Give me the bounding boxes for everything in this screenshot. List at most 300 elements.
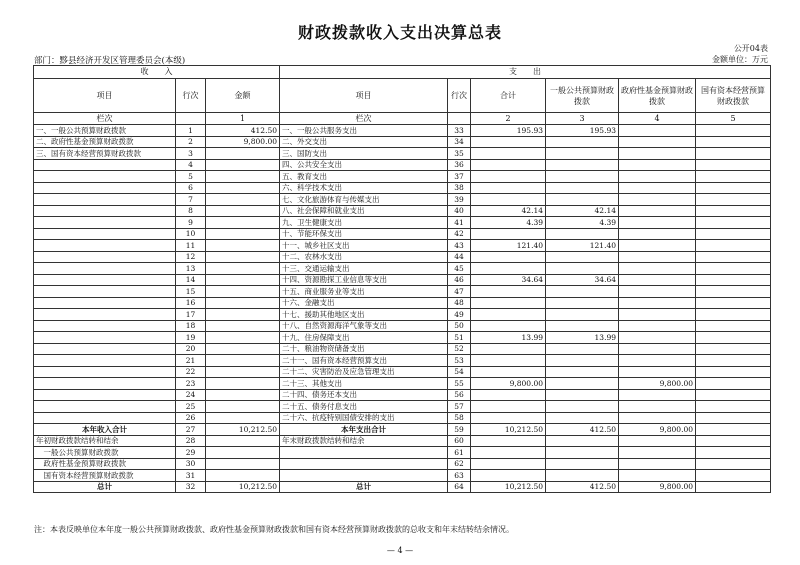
- index-4: 4: [619, 113, 696, 125]
- expense-item-header: 项目: [280, 79, 448, 113]
- expense-row-number: 60: [448, 435, 471, 447]
- income-row-number: 24: [176, 389, 206, 401]
- expense-total: [471, 470, 546, 482]
- general-budget-amount: [546, 378, 619, 390]
- general-budget-amount: [546, 228, 619, 240]
- table-row: [34, 171, 771, 183]
- expense-total: [471, 389, 546, 401]
- general-budget-amount: [546, 194, 619, 206]
- income-row-number: 8: [176, 205, 206, 217]
- expense-total: 195.93: [471, 125, 546, 137]
- general-budget-amount: [546, 263, 619, 275]
- income-row-number: 21: [176, 355, 206, 367]
- expense-row-number: 34: [448, 136, 471, 148]
- expense-total: [471, 343, 546, 355]
- income-row-number: 19: [176, 332, 206, 344]
- general-budget-amount: [546, 458, 619, 470]
- expense-item: [280, 470, 448, 482]
- income-amount: 9,800.00: [206, 136, 280, 148]
- expense-total: [471, 458, 546, 470]
- expense-total: 42.14: [471, 205, 546, 217]
- income-item: [34, 412, 176, 424]
- expense-row-number: 41: [448, 217, 471, 229]
- blank-cell: [176, 113, 206, 125]
- income-amount: [206, 389, 280, 401]
- expense-row-number: 64: [448, 481, 471, 493]
- expense-item: 八、社会保障和就业支出: [280, 205, 448, 217]
- table-row: [34, 401, 771, 413]
- state-capital-amount: [696, 424, 771, 436]
- income-amount: [206, 435, 280, 447]
- income-row-number: 23: [176, 378, 206, 390]
- state-capital-amount: [696, 447, 771, 459]
- expense-item: 十二、农林水支出: [280, 251, 448, 263]
- index-3: 3: [546, 113, 619, 125]
- page-number: — 4 —: [386, 546, 414, 555]
- income-row-number: 29: [176, 447, 206, 459]
- income-row-number: 31: [176, 470, 206, 482]
- general-budget-amount: [546, 309, 619, 321]
- state-capital-amount: [696, 481, 771, 493]
- expense-total: 121.40: [471, 240, 546, 252]
- income-amount: [206, 217, 280, 229]
- carryover-row: [34, 435, 771, 447]
- expense-item: 二十五、债务付息支出: [280, 401, 448, 413]
- gov-fund-amount: [619, 297, 696, 309]
- table-row: [34, 217, 771, 229]
- expense-total: [471, 412, 546, 424]
- general-budget-header: 一般公共预算财政拨款: [546, 79, 619, 113]
- gov-fund-amount: [619, 205, 696, 217]
- expense-total: [471, 136, 546, 148]
- income-amount: [206, 412, 280, 424]
- index-1: 1: [206, 113, 280, 125]
- income-row-number: 32: [176, 481, 206, 493]
- expense-row-number: 59: [448, 424, 471, 436]
- income-row-number: 7: [176, 194, 206, 206]
- state-capital-amount: [696, 435, 771, 447]
- state-capital-amount: [696, 286, 771, 298]
- general-budget-amount: 13.99: [546, 332, 619, 344]
- expense-row-number: 42: [448, 228, 471, 240]
- state-capital-amount: [696, 136, 771, 148]
- state-capital-amount: [696, 148, 771, 160]
- expense-item: 一、一般公共服务支出: [280, 125, 448, 137]
- income-item: [34, 297, 176, 309]
- expense-total: [471, 401, 546, 413]
- gov-fund-amount: [619, 159, 696, 171]
- state-capital-amount: [696, 125, 771, 137]
- income-amount: [206, 366, 280, 378]
- table-row: [34, 240, 771, 252]
- table-row: [34, 412, 771, 424]
- form-number: 公开04表: [733, 44, 768, 53]
- expense-item: 十三、交通运输支出: [280, 263, 448, 275]
- total-header: 合计: [471, 79, 546, 113]
- income-row-number: 1: [176, 125, 206, 137]
- general-budget-amount: 195.93: [546, 125, 619, 137]
- state-capital-amount: [696, 240, 771, 252]
- general-budget-amount: 121.40: [546, 240, 619, 252]
- gov-fund-amount: [619, 343, 696, 355]
- gov-fund-amount: [619, 125, 696, 137]
- index-2: 2: [471, 113, 546, 125]
- expense-item: 十、节能环保支出: [280, 228, 448, 240]
- carryover-row: [34, 458, 771, 470]
- income-amount: [206, 332, 280, 344]
- gov-fund-amount: [619, 274, 696, 286]
- expense-row-number: 44: [448, 251, 471, 263]
- income-row-number: 27: [176, 424, 206, 436]
- income-item: [34, 228, 176, 240]
- income-amount: [206, 343, 280, 355]
- general-budget-amount: 4.39: [546, 217, 619, 229]
- expense-item: 七、文化旅游体育与传媒支出: [280, 194, 448, 206]
- income-row-number: 25: [176, 401, 206, 413]
- table-row: [34, 355, 771, 367]
- income-amount: [206, 251, 280, 263]
- expense-item: 五、教育支出: [280, 171, 448, 183]
- income-item: [34, 263, 176, 275]
- income-section-header: 收 入: [34, 66, 280, 79]
- general-budget-amount: [546, 320, 619, 332]
- expense-item: 二十一、国有资本经营预算支出: [280, 355, 448, 367]
- expense-row-number: 36: [448, 159, 471, 171]
- table-row: [34, 309, 771, 321]
- gov-fund-amount: [619, 355, 696, 367]
- general-budget-amount: [546, 182, 619, 194]
- expense-row-number: 62: [448, 458, 471, 470]
- income-amount-header: 金额: [206, 79, 280, 113]
- state-capital-amount: [696, 378, 771, 390]
- gov-fund-amount: [619, 217, 696, 229]
- income-item: [34, 182, 176, 194]
- state-capital-amount: [696, 217, 771, 229]
- state-capital-amount: [696, 332, 771, 344]
- expense-item: 二十六、抗疫特别国债安排的支出: [280, 412, 448, 424]
- column-header-row: [34, 79, 771, 113]
- table-row: [34, 228, 771, 240]
- year-total-row: [34, 424, 771, 436]
- income-item: 年初财政拨款结转和结余: [34, 435, 176, 447]
- income-item-header: 项目: [34, 79, 176, 113]
- income-item: [34, 401, 176, 413]
- income-item: [34, 171, 176, 183]
- state-capital-amount: [696, 194, 771, 206]
- expense-item: 四、公共安全支出: [280, 159, 448, 171]
- income-item: [34, 320, 176, 332]
- income-row-number: 3: [176, 148, 206, 160]
- gov-fund-amount: [619, 309, 696, 321]
- expense-row-number: 39: [448, 194, 471, 206]
- expense-item: 十九、住房保障支出: [280, 332, 448, 344]
- table-row: [34, 378, 771, 390]
- table-row: [34, 182, 771, 194]
- income-row-number: 26: [176, 412, 206, 424]
- gov-fund-amount: 9,800.00: [619, 378, 696, 390]
- gov-fund-amount: [619, 320, 696, 332]
- income-row-number: 6: [176, 182, 206, 194]
- expense-row-number: 43: [448, 240, 471, 252]
- expense-item: 年末财政拨款结转和结余: [280, 435, 448, 447]
- table-row: [34, 194, 771, 206]
- expense-total: [471, 159, 546, 171]
- gov-fund-amount: [619, 194, 696, 206]
- gov-fund-amount: [619, 148, 696, 160]
- gov-fund-amount: [619, 366, 696, 378]
- expense-total: [471, 435, 546, 447]
- gov-fund-amount: [619, 182, 696, 194]
- gov-fund-amount: [619, 332, 696, 344]
- general-budget-amount: [546, 435, 619, 447]
- income-row-number: 16: [176, 297, 206, 309]
- income-item: [34, 343, 176, 355]
- general-budget-amount: [546, 251, 619, 263]
- income-item: [34, 389, 176, 401]
- income-item: 二、政府性基金预算财政拨款: [34, 136, 176, 148]
- general-budget-amount: [546, 355, 619, 367]
- income-item: [34, 159, 176, 171]
- gov-fund-amount: [619, 435, 696, 447]
- income-col-label: 栏次: [34, 113, 176, 125]
- income-item: 一、一般公共预算财政拨款: [34, 125, 176, 137]
- state-capital-amount: [696, 205, 771, 217]
- general-budget-amount: [546, 148, 619, 160]
- table-row: [34, 332, 771, 344]
- gov-fund-amount: [619, 470, 696, 482]
- income-amount: [206, 274, 280, 286]
- income-amount: [206, 148, 280, 160]
- income-row-number: 2: [176, 136, 206, 148]
- income-amount: [206, 240, 280, 252]
- expense-item: [280, 458, 448, 470]
- income-amount: [206, 355, 280, 367]
- expense-total: [471, 297, 546, 309]
- expense-total: [471, 194, 546, 206]
- carryover-row: [34, 447, 771, 459]
- gov-fund-amount: [619, 389, 696, 401]
- state-capital-amount: [696, 182, 771, 194]
- income-amount: [206, 470, 280, 482]
- state-capital-amount: [696, 297, 771, 309]
- expense-row-number: 54: [448, 366, 471, 378]
- general-budget-amount: [546, 286, 619, 298]
- expense-row-number: 50: [448, 320, 471, 332]
- expense-total: [471, 263, 546, 275]
- gov-fund-amount: 9,800.00: [619, 481, 696, 493]
- report-title: 财政拨款收入支出决算总表: [297, 23, 502, 42]
- expense-total: [471, 320, 546, 332]
- expense-total: [471, 447, 546, 459]
- gov-fund-amount: [619, 458, 696, 470]
- section-header-row: [34, 66, 771, 79]
- expense-rowno-header: 行次: [448, 79, 471, 113]
- income-amount: [206, 458, 280, 470]
- state-capital-amount: [696, 470, 771, 482]
- expense-item: 三、国防支出: [280, 148, 448, 160]
- expense-item: 总计: [280, 481, 448, 493]
- expense-row-number: 35: [448, 148, 471, 160]
- income-amount: [206, 401, 280, 413]
- gov-fund-amount: [619, 240, 696, 252]
- expense-row-number: 38: [448, 182, 471, 194]
- income-amount: [206, 378, 280, 390]
- state-capital-header: 国有资本经营预算财政拨款: [696, 79, 771, 113]
- income-item: [34, 240, 176, 252]
- state-capital-amount: [696, 320, 771, 332]
- expense-item: 十一、城乡社区支出: [280, 240, 448, 252]
- expense-item: 十五、商业服务业等支出: [280, 286, 448, 298]
- table-row: [34, 297, 771, 309]
- income-item: [34, 309, 176, 321]
- income-item: [34, 332, 176, 344]
- income-amount: [206, 182, 280, 194]
- income-amount: [206, 309, 280, 321]
- general-budget-amount: [546, 171, 619, 183]
- general-budget-amount: [546, 136, 619, 148]
- gov-fund-amount: [619, 286, 696, 298]
- income-amount: [206, 447, 280, 459]
- income-item: [34, 217, 176, 229]
- expense-row-number: 52: [448, 343, 471, 355]
- general-budget-amount: [546, 343, 619, 355]
- table-row: [34, 148, 771, 160]
- general-budget-amount: [546, 412, 619, 424]
- expense-total: [471, 355, 546, 367]
- income-amount: [206, 171, 280, 183]
- state-capital-amount: [696, 458, 771, 470]
- expense-item: 二十二、灾害防治及应急管理支出: [280, 366, 448, 378]
- general-budget-amount: 412.50: [546, 481, 619, 493]
- expense-row-number: 58: [448, 412, 471, 424]
- department-label: 部门：黟县经济开发区管理委员会(本级): [34, 56, 186, 66]
- income-amount: [206, 297, 280, 309]
- income-item: [34, 366, 176, 378]
- expense-row-number: 45: [448, 263, 471, 275]
- general-budget-amount: [546, 159, 619, 171]
- income-item: 总计: [34, 481, 176, 493]
- gov-fund-amount: [619, 263, 696, 275]
- income-amount: [206, 205, 280, 217]
- income-amount: 412.50: [206, 125, 280, 137]
- fiscal-summary-table: [33, 65, 771, 493]
- column-index-row: [34, 113, 771, 125]
- expense-section-header: 支 出: [280, 66, 771, 79]
- state-capital-amount: [696, 274, 771, 286]
- expense-item: 九、卫生健康支出: [280, 217, 448, 229]
- expense-row-number: 46: [448, 274, 471, 286]
- expense-row-number: 37: [448, 171, 471, 183]
- income-amount: [206, 194, 280, 206]
- state-capital-amount: [696, 389, 771, 401]
- table-row: [34, 205, 771, 217]
- gov-fund-amount: [619, 171, 696, 183]
- general-budget-amount: 34.64: [546, 274, 619, 286]
- expense-row-number: 47: [448, 286, 471, 298]
- expense-row-number: 57: [448, 401, 471, 413]
- state-capital-amount: [696, 159, 771, 171]
- income-item: [34, 355, 176, 367]
- gov-fund-amount: [619, 228, 696, 240]
- expense-item: 十六、金融支出: [280, 297, 448, 309]
- expense-item: [280, 447, 448, 459]
- gov-fund-amount: [619, 447, 696, 459]
- general-budget-amount: [546, 447, 619, 459]
- gov-fund-amount: 9,800.00: [619, 424, 696, 436]
- state-capital-amount: [696, 412, 771, 424]
- expense-row-number: 55: [448, 378, 471, 390]
- general-budget-amount: [546, 366, 619, 378]
- expense-total: [471, 251, 546, 263]
- income-item: [34, 251, 176, 263]
- expense-total: [471, 366, 546, 378]
- table-row: [34, 274, 771, 286]
- general-budget-amount: 412.50: [546, 424, 619, 436]
- table-row: [34, 125, 771, 137]
- income-row-number: 20: [176, 343, 206, 355]
- income-row-number: 10: [176, 228, 206, 240]
- income-amount: [206, 263, 280, 275]
- expense-total: 13.99: [471, 332, 546, 344]
- income-item: 一般公共预算财政拨款: [34, 447, 176, 459]
- expense-total: 10,212.50: [471, 481, 546, 493]
- income-row-number: 30: [176, 458, 206, 470]
- expense-total: [471, 182, 546, 194]
- income-item: [34, 205, 176, 217]
- income-row-number: 15: [176, 286, 206, 298]
- income-row-number: 12: [176, 251, 206, 263]
- state-capital-amount: [696, 251, 771, 263]
- general-budget-amount: [546, 297, 619, 309]
- table-row: [34, 286, 771, 298]
- expense-item: 十八、自然资源海洋气象等支出: [280, 320, 448, 332]
- state-capital-amount: [696, 263, 771, 275]
- income-row-number: 17: [176, 309, 206, 321]
- general-budget-amount: [546, 389, 619, 401]
- expense-row-number: 51: [448, 332, 471, 344]
- income-amount: 10,212.50: [206, 481, 280, 493]
- expense-total: [471, 148, 546, 160]
- income-amount: [206, 286, 280, 298]
- expense-item: 十七、援助其他地区支出: [280, 309, 448, 321]
- expense-total: [471, 309, 546, 321]
- expense-total: [471, 171, 546, 183]
- gov-fund-header: 政府性基金预算财政拨款: [619, 79, 696, 113]
- expense-row-number: 56: [448, 389, 471, 401]
- table-row: [34, 320, 771, 332]
- table-row: [34, 251, 771, 263]
- expense-item: 二十、粮油物资储备支出: [280, 343, 448, 355]
- income-amount: [206, 228, 280, 240]
- table-row: [34, 136, 771, 148]
- state-capital-amount: [696, 401, 771, 413]
- expense-item: 二十三、其他支出: [280, 378, 448, 390]
- expense-row-number: 63: [448, 470, 471, 482]
- state-capital-amount: [696, 355, 771, 367]
- gov-fund-amount: [619, 251, 696, 263]
- income-amount: [206, 159, 280, 171]
- income-item: [34, 274, 176, 286]
- state-capital-amount: [696, 171, 771, 183]
- expense-total: [471, 228, 546, 240]
- table-row: [34, 389, 771, 401]
- income-row-number: 14: [176, 274, 206, 286]
- income-row-number: 4: [176, 159, 206, 171]
- expense-total: 4.39: [471, 217, 546, 229]
- index-5: 5: [696, 113, 771, 125]
- expense-item: 本年支出合计: [280, 424, 448, 436]
- expense-item: 二十四、债务还本支出: [280, 389, 448, 401]
